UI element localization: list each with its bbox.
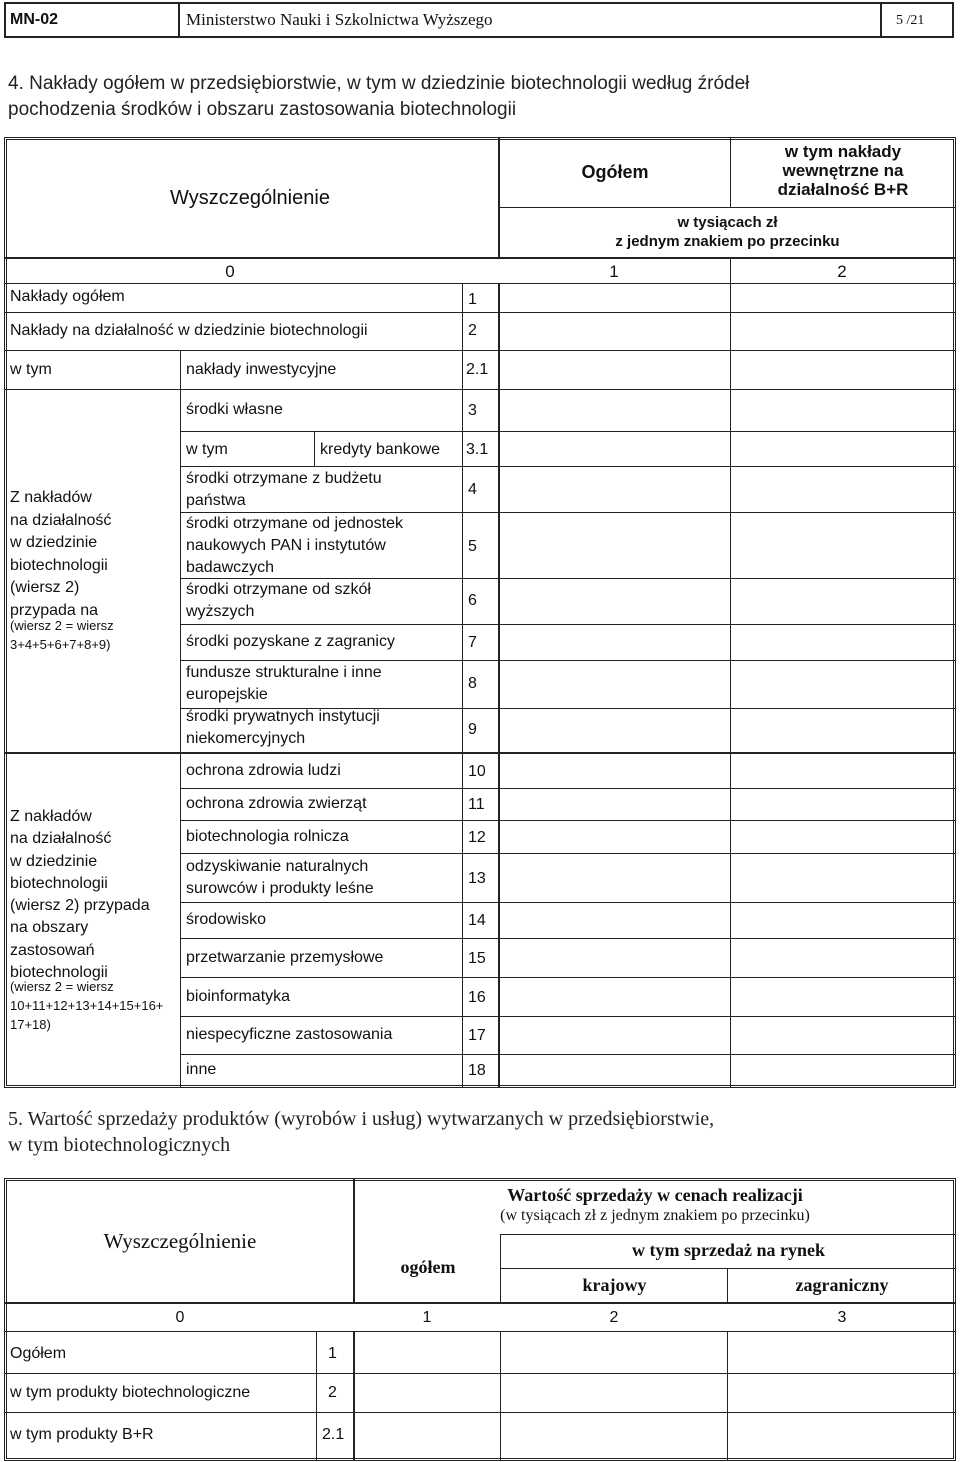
sources-group-label: Z nakładów na działalność w dziedzinie biotechnologii (wiersz 2) przypada na <box>10 489 112 619</box>
row-number: 2.1 <box>466 361 489 378</box>
area-label: środowisko <box>186 911 267 928</box>
ministry-name: Ministerstwo Nauki i Szkolnictwa Wyższego <box>186 10 493 29</box>
sales-market-header: w tym sprzedaż na rynek <box>632 1240 825 1260</box>
row-label: Nakłady ogółem <box>10 288 125 305</box>
area-number: 14 <box>468 912 486 929</box>
sales-col-number-3: 3 <box>837 1309 847 1326</box>
sales-col-number-2: 2 <box>609 1309 619 1326</box>
source-label: środki otrzymane od jednostek naukowych PAN i instytutów badawczych <box>186 515 403 576</box>
area-number: 15 <box>468 950 486 967</box>
area-label: ochrona zdrowia zwierząt <box>186 795 367 812</box>
col-number-0: 0 <box>225 262 235 281</box>
area-number: 17 <box>468 1027 486 1044</box>
page-number: 5 /21 <box>896 13 925 28</box>
area-label: bioinformatyka <box>186 988 291 1005</box>
sales-col-header-total: ogółem <box>400 1257 456 1277</box>
source-number: 9 <box>468 721 477 738</box>
row-prefix: w tym <box>10 361 52 378</box>
col-number-2: 2 <box>837 262 847 281</box>
source-prefix: w tym <box>186 441 228 458</box>
source-label: środki pozyskane z zagranicy <box>186 633 395 650</box>
sales-row-label: w tym produkty B+R <box>10 1426 154 1443</box>
row-label: Nakłady na działalność w dziedzinie biotechnologii <box>10 322 368 339</box>
col-header-specification: Wyszczególnienie <box>170 187 330 209</box>
source-label: środki własne <box>186 401 283 418</box>
area-label: inne <box>186 1061 217 1078</box>
col-number-1: 1 <box>609 262 619 281</box>
sales-row-label: Ogółem <box>10 1345 67 1362</box>
area-number: 18 <box>468 1062 486 1079</box>
form-code: MN-02 <box>10 11 59 28</box>
row-number: 1 <box>468 291 477 308</box>
area-number: 12 <box>468 829 486 846</box>
area-label: przetwarzanie przemysłowe <box>186 949 384 966</box>
row-number: 2 <box>468 322 477 339</box>
source-number: 7 <box>468 634 477 651</box>
area-number: 13 <box>468 870 486 887</box>
areas-group-note: (wiersz 2 = wiersz 10+11+12+13+14+15+16+ 17+18) <box>10 979 164 1032</box>
source-number: 6 <box>468 592 477 609</box>
sales-col-header-foreign: zagraniczny <box>795 1275 889 1295</box>
unit-note: w tysiącach zł z jednym znakiem po przecinku <box>615 214 840 250</box>
area-number: 16 <box>468 989 486 1006</box>
sales-col-header-specification: Wyszczególnienie <box>103 1229 257 1253</box>
area-label: biotechnologia rolnicza <box>186 828 349 845</box>
sales-col-header-domestic: krajowy <box>582 1275 647 1295</box>
section-5-title: 5. Wartość sprzedaży produktów (wyrobów i usług) wytwarzanych w przedsiębiorstwie, w tym biotechnologicznych <box>8 1108 715 1156</box>
sales-row-number: 1 <box>328 1345 337 1362</box>
area-number: 11 <box>468 796 485 813</box>
row-label: nakłady inwestycyjne <box>186 361 337 378</box>
area-label: ochrona zdrowia ludzi <box>186 762 341 779</box>
areas-group-label: Z nakładów na działalność w dziedzinie biotechnologii (wiersz 2) przypada na obszary zastosowań biotechnologii <box>10 808 150 982</box>
sources-group-note: (wiersz 2 = wiersz 3+4+5+6+7+8+9) <box>10 618 114 652</box>
source-label: środki prywatnych instytucji niekomercyjnych <box>186 708 380 747</box>
source-label: fundusze strukturalne i inne europejskie <box>186 664 382 703</box>
source-label: środki otrzymane od szkół wyższych <box>186 581 371 620</box>
source-number: 3.1 <box>466 441 489 458</box>
area-number: 10 <box>468 763 486 780</box>
area-label: odzyskiwanie naturalnych surowców i produkty leśne <box>186 858 374 897</box>
sales-row-label: w tym produkty biotechnologiczne <box>10 1384 251 1401</box>
source-number: 8 <box>468 675 477 692</box>
sales-row-number: 2 <box>328 1384 337 1401</box>
section-4-title: 4. Nakłady ogółem w przedsiębiorstwie, w tym w dziedzinie biotechnologii według źródeł pochodzenia środków i obszaru zastosowania biotechnologii <box>8 73 750 120</box>
sales-col-number-1: 1 <box>422 1309 432 1326</box>
source-label: kredyty bankowe <box>320 441 441 458</box>
header-divider <box>178 2 180 38</box>
source-label: środki otrzymane z budżetu państwa <box>186 470 382 509</box>
sales-col-number-0: 0 <box>175 1309 185 1326</box>
sales-value-header: Wartość sprzedaży w cenach realizacji <box>507 1185 803 1205</box>
area-label: niespecyficzne zastosowania <box>186 1026 393 1043</box>
source-number: 4 <box>468 481 477 498</box>
col-header-total: Ogółem <box>581 162 649 182</box>
sales-row-number: 2.1 <box>322 1426 345 1443</box>
source-number: 5 <box>468 538 477 555</box>
col-header-internal-rd: w tym nakłady wewnętrzne na działalność B+R <box>777 142 909 199</box>
header-divider <box>880 2 882 38</box>
source-number: 3 <box>468 402 477 419</box>
sales-value-unit: (w tysiącach zł z jednym znakiem po przecinku) <box>500 1207 810 1224</box>
